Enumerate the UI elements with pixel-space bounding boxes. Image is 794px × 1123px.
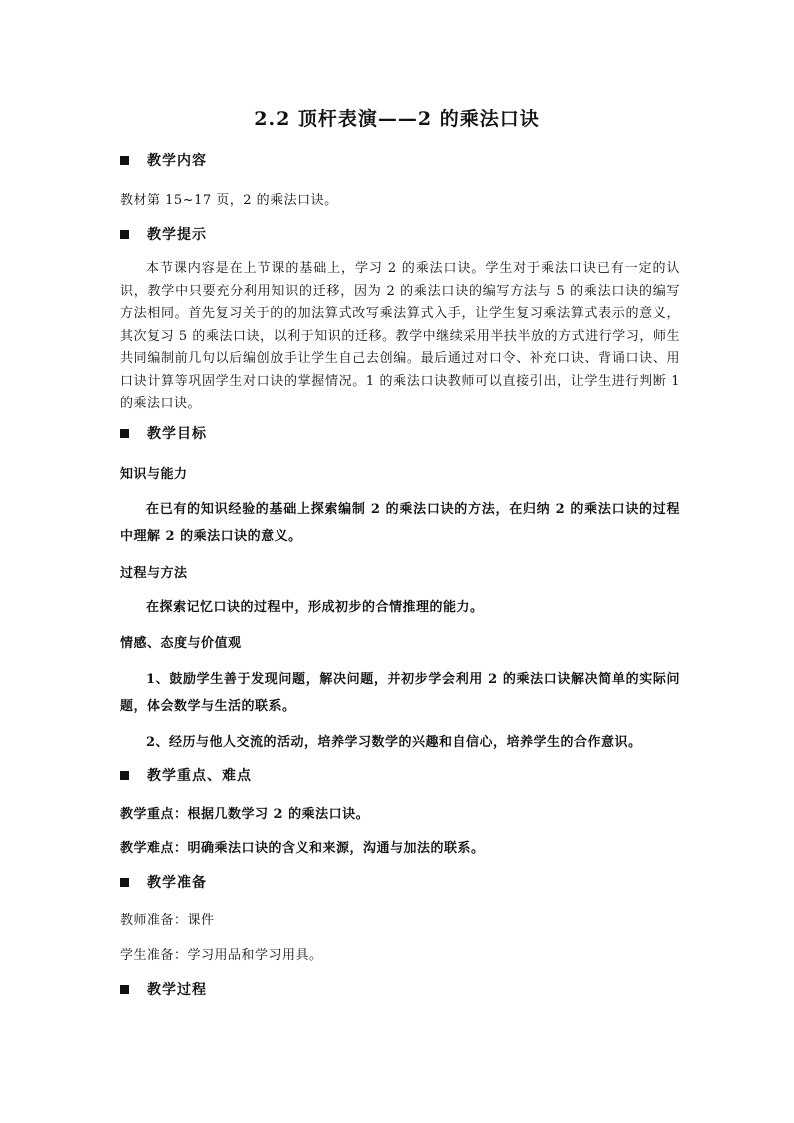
section-heading-hints xyxy=(120,224,207,244)
square-bullet-icon xyxy=(120,429,129,438)
section-heading-process xyxy=(120,979,207,999)
square-bullet-icon xyxy=(120,156,129,165)
square-bullet-icon xyxy=(120,230,129,239)
student-preparation: 学生准备：学习用品和学习用具。 xyxy=(120,948,323,963)
section-heading-label: 教学目标 xyxy=(147,426,207,442)
document-title: 2.2 顶杆表演——2 的乘法口诀 xyxy=(254,108,540,130)
section-heading-label: 教学过程 xyxy=(147,982,207,998)
square-bullet-icon xyxy=(120,771,129,780)
teacher-preparation: 教师准备：课件 xyxy=(120,913,215,928)
section-heading-label: 教学准备 xyxy=(147,875,207,891)
emotion-item-2: 2、经历与他人交流的活动，培养学习数学的兴趣和自信心，培养学生的合作意识。 xyxy=(146,735,642,750)
section-heading-label: 教学提示 xyxy=(147,227,207,243)
process-method-text: 在探索记忆口诀的过程中，形成初步的合情推理的能力。 xyxy=(146,600,484,615)
focus-text: 教学重点：根据几数学习 2 的乘法口诀。 xyxy=(120,807,370,822)
section-heading-content xyxy=(120,150,207,170)
emotion-title: 情感、态度与价值观 xyxy=(120,636,242,651)
section-heading-goals xyxy=(120,423,207,443)
difficulty-text: 教学难点：明确乘法口诀的含义和来源，沟通与加法的联系。 xyxy=(120,841,485,856)
process-method-title: 过程与方法 xyxy=(120,566,188,581)
section-heading-preparation xyxy=(120,872,207,892)
square-bullet-icon xyxy=(120,985,129,994)
knowledge-text: 在已有的知识经验的基础上探索编制 2 的乘法口诀的方法，在归纳 2 的乘法口诀的过程中理解 2 的乘法口诀的意义。 xyxy=(120,502,680,544)
section-heading-label: 教学内容 xyxy=(147,153,207,169)
hints-text: 本节课内容是在上节课的基础上，学习 2 的乘法口诀。学生对于乘法口诀已有一定的认识，教学中只要充分利用知识的迁移，因为 2 的乘法口诀的编写方法与 5 的乘法口诀的编写方法相同。首先复习关于的的加法算式改写乘法算式入手，让学生复习乘法算式表示的意义，其次复习 5 的乘法口诀，以利于知识的迁移。教学中继续采用半扶半放的方式进行学习，师生共同编制前几句以后编创放手让学生自己去创编。最后通过对口令、补充口诀、背诵口诀、用口诀计算等巩固学生对口诀的掌握情况。1 的乘法口诀教师可以直接引出，让学生进行判断 1 的乘法口诀。 xyxy=(120,261,680,411)
content-text: 教材第 15~17 页，2 的乘法口诀。 xyxy=(120,193,338,208)
section-heading-key-points xyxy=(120,765,252,785)
section-heading-label: 教学重点、难点 xyxy=(147,768,252,784)
emotion-item-1: 1、鼓励学生善于发现问题，解决问题，并初步学会利用 2 的乘法口诀解决简单的实际问题，体会数学与生活的联系。 xyxy=(120,672,680,714)
knowledge-title: 知识与能力 xyxy=(120,467,188,482)
square-bullet-icon xyxy=(120,878,129,887)
